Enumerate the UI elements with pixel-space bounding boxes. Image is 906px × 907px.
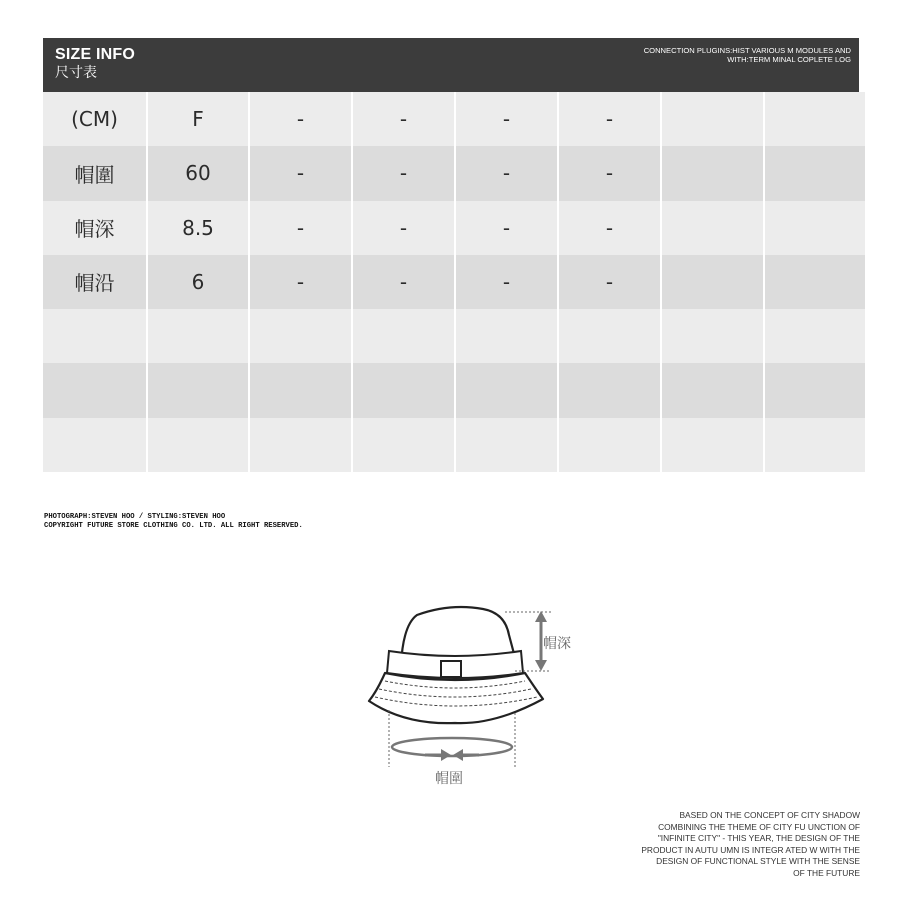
- about-line: COMBINING THE THEME OF CITY FU UNCTION OF: [658, 821, 860, 832]
- table-cell: [559, 418, 660, 472]
- credits: [44, 513, 303, 531]
- table-cell: F: [148, 92, 248, 146]
- table-cell: -: [456, 92, 557, 146]
- size-info-header: [43, 38, 859, 92]
- table-cell: 8.5: [148, 201, 248, 255]
- table-cell: 60: [148, 146, 248, 200]
- header-subtitle: 尺寸表: [55, 65, 97, 81]
- table-cell: -: [559, 255, 660, 309]
- row-header-cell: 帽深: [43, 201, 146, 255]
- credits-photograph: PHOTOGRAPH:STEVEN HOO / STYLING:STEVEN HOO: [44, 513, 226, 521]
- table-cell: -: [559, 146, 660, 200]
- table-cell: [765, 255, 865, 309]
- table-cell: [662, 201, 763, 255]
- table-cell: [662, 255, 763, 309]
- table-cell: -: [250, 255, 351, 309]
- table-cell: [353, 309, 454, 363]
- table-cell: [148, 418, 248, 472]
- header-note: [551, 46, 851, 64]
- table-cell: [662, 146, 763, 200]
- table-cell: -: [250, 92, 351, 146]
- table-cell: [148, 309, 248, 363]
- row-header-cell: [43, 363, 146, 417]
- hat-diagram: [355, 595, 595, 795]
- table-cell: -: [559, 92, 660, 146]
- table-cell: [662, 418, 763, 472]
- table-cell: [148, 363, 248, 417]
- table-cell: -: [456, 146, 557, 200]
- table-cell: [765, 201, 865, 255]
- table-cell: [353, 363, 454, 417]
- row-header-cell: (CM): [43, 92, 146, 146]
- table-cell: -: [250, 146, 351, 200]
- credits-copyright: COPYRIGHT FUTURE STORE CLOTHING CO. LTD. ALL RIGHT RESERVED.: [44, 522, 303, 530]
- table-cell: [765, 146, 865, 200]
- table-cell: -: [456, 255, 557, 309]
- about-text: [600, 810, 860, 880]
- table-cell: 6: [148, 255, 248, 309]
- table-cell: [765, 418, 865, 472]
- table-cell: [250, 418, 351, 472]
- row-header-cell: 帽沿: [43, 255, 146, 309]
- table-cell: -: [353, 146, 454, 200]
- about-line: OF THE FUTURE: [793, 867, 860, 878]
- table-cell: [559, 363, 660, 417]
- table-cell: -: [353, 255, 454, 309]
- table-cell: -: [353, 201, 454, 255]
- table-cell: -: [456, 201, 557, 255]
- table-cell: [765, 309, 865, 363]
- table-cell: [662, 309, 763, 363]
- row-header-cell: [43, 418, 146, 472]
- size-table: [43, 92, 859, 472]
- table-cell: [250, 363, 351, 417]
- header-note-line2: WITH:TERM MINAL COPLETE LOG: [727, 55, 851, 64]
- row-header-cell: 帽圍: [43, 146, 146, 200]
- row-header-cell: [43, 309, 146, 363]
- about-line: DESIGN OF FUNCTIONAL STYLE WITH THE SENSE: [656, 856, 860, 867]
- table-cell: -: [559, 201, 660, 255]
- table-cell: [765, 92, 865, 146]
- table-cell: [456, 363, 557, 417]
- table-cell: [456, 418, 557, 472]
- table-cell: [353, 418, 454, 472]
- table-cell: [456, 309, 557, 363]
- table-cell: -: [250, 201, 351, 255]
- circumference-label: 帽圍: [435, 771, 463, 787]
- about-line: PRODUCT IN AUTU UMN IS INTEGR ATED W WITH THE: [641, 844, 860, 855]
- table-cell: [559, 309, 660, 363]
- header-note-line1: CONNECTION PLUGINS:HIST VARIOUS M MODULES AND: [643, 46, 851, 55]
- table-cell: -: [353, 92, 454, 146]
- header-title: SIZE INFO: [55, 46, 136, 63]
- bucket-hat-illustration: [355, 595, 595, 795]
- about-line: BASED ON THE CONCEPT OF CITY SHADOW: [679, 810, 860, 820]
- depth-label: 帽深: [543, 636, 571, 652]
- table-cell: [765, 363, 865, 417]
- table-cell: [662, 92, 763, 146]
- table-cell: [662, 363, 763, 417]
- about-line: "INFINITE CITY" - THIS YEAR, THE DESIGN OF THE: [657, 833, 860, 844]
- table-cell: [250, 309, 351, 363]
